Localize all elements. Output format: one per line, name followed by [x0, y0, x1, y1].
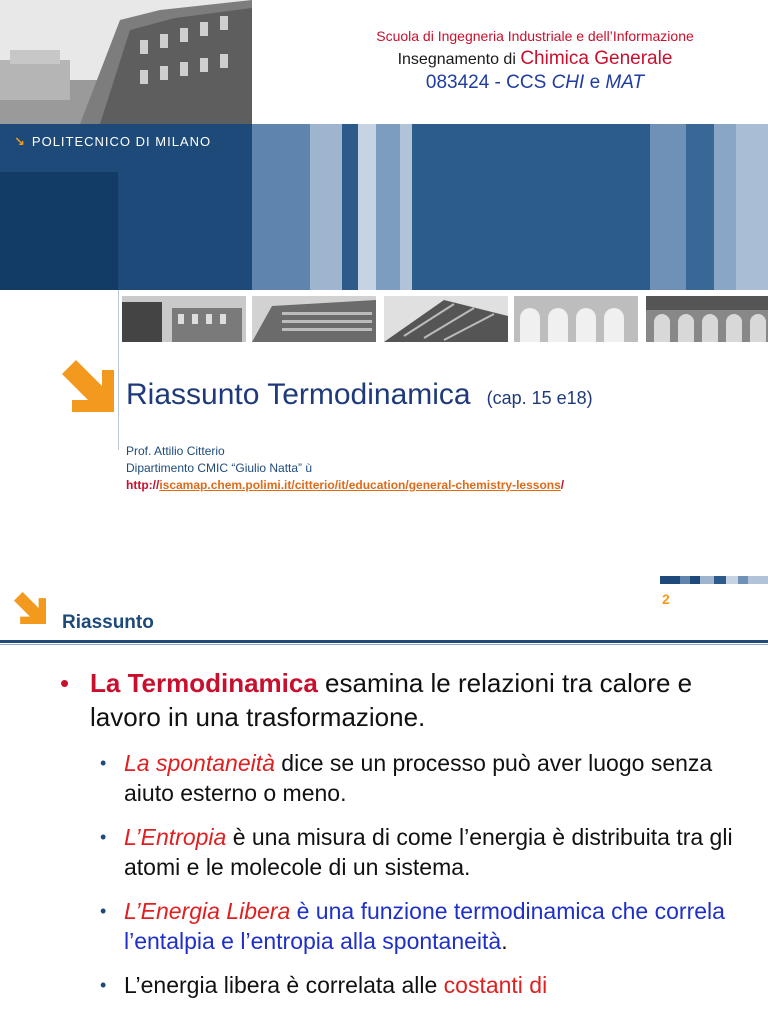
term-free-energy: L’Energia Libera [124, 898, 291, 924]
bullet-marker: • [100, 827, 107, 847]
thumbnail-photo [122, 296, 246, 342]
bullet-text: dice se un processo può aver luogo senza aiuto esterno o meno. [124, 750, 713, 806]
bullet-marker: • [100, 901, 107, 921]
bullet-text-blue: è una funzione termodinamica che correla l’entalpia e l’entropia alla spontaneità [124, 898, 725, 954]
author-block [126, 443, 564, 494]
title-main: Riassunto Termodinamica [126, 378, 471, 411]
orange-arrow-icon [14, 592, 46, 624]
polimi-name: POLITECNICO DI MILANO [31, 134, 212, 149]
slide-title [126, 378, 593, 412]
course-conj: e [584, 72, 606, 93]
thumbnail-photo [514, 296, 638, 342]
building-thumbnails [122, 296, 768, 342]
course-link[interactable] [126, 477, 564, 494]
link-path[interactable]: iscamap.chem.polimi.it/citterio/it/education/general-chemistry-lessons [159, 478, 561, 492]
slide-title: Riassunto [62, 612, 154, 633]
course-mat: MAT [605, 72, 645, 93]
author-department: Dipartimento CMIC “Giulio Natta” ù [126, 461, 313, 475]
course-name: Chimica Generale [520, 48, 673, 69]
course-code: 083424 - CCS [425, 72, 552, 93]
author-name: Prof. Attilio Citterio [126, 444, 225, 458]
sub-bullet-item [0, 822, 768, 882]
link-scheme: http:// [126, 478, 160, 492]
bullet-marker: • [60, 668, 70, 698]
page-number: 2 [662, 591, 670, 607]
bullet-text-red: costanti di [443, 972, 548, 998]
term-spontaneity: La spontaneità [124, 750, 275, 776]
bullet-marker: • [100, 753, 107, 773]
sub-bullet-item [0, 970, 768, 1000]
course-code-line [260, 72, 768, 94]
bullet-marker: • [100, 975, 107, 995]
bullet-item [0, 666, 768, 734]
building-photo [0, 0, 252, 124]
bullet-list [0, 666, 768, 1000]
polimi-logo [14, 134, 211, 150]
header-rule [0, 640, 768, 643]
course-line [260, 48, 768, 70]
course-prefix: Insegnamento di [397, 51, 521, 68]
band-corner-block [0, 172, 118, 290]
header-rule-thin [0, 644, 768, 645]
content-slide [0, 556, 768, 1024]
bullet-highlight: La Termodinamica [90, 668, 318, 698]
bullet-text: L’energia libera è correlata alle [124, 972, 444, 998]
link-tail: / [560, 478, 565, 492]
term-entropy: L’Entropia [124, 824, 227, 850]
thumbnail-photo [252, 296, 376, 342]
thumbnail-photo [646, 296, 768, 342]
sub-bullet-item [0, 896, 768, 956]
logo-arrow-icon: ↘ [14, 134, 26, 149]
thumbnail-photo [384, 296, 508, 342]
header-color-bars [660, 576, 768, 584]
course-chi: CHI [551, 72, 585, 93]
bullet-text: è una misura di come l’energia è distribuita tra gli atomi e le molecole di un sistema. [124, 824, 733, 880]
orange-arrow-icon [62, 360, 114, 412]
bullet-text: . [501, 928, 508, 954]
institution-header [260, 28, 768, 94]
bullet-text: esamina le relazioni tra calore e lavoro in una trasformazione. [90, 668, 693, 732]
title-chapter: (cap. 15 e18) [486, 388, 593, 408]
divider-line [118, 290, 119, 450]
sub-bullet-item [0, 748, 768, 808]
school-name: Scuola di Ingegneria Industriale e dell’Informazione [376, 28, 694, 44]
